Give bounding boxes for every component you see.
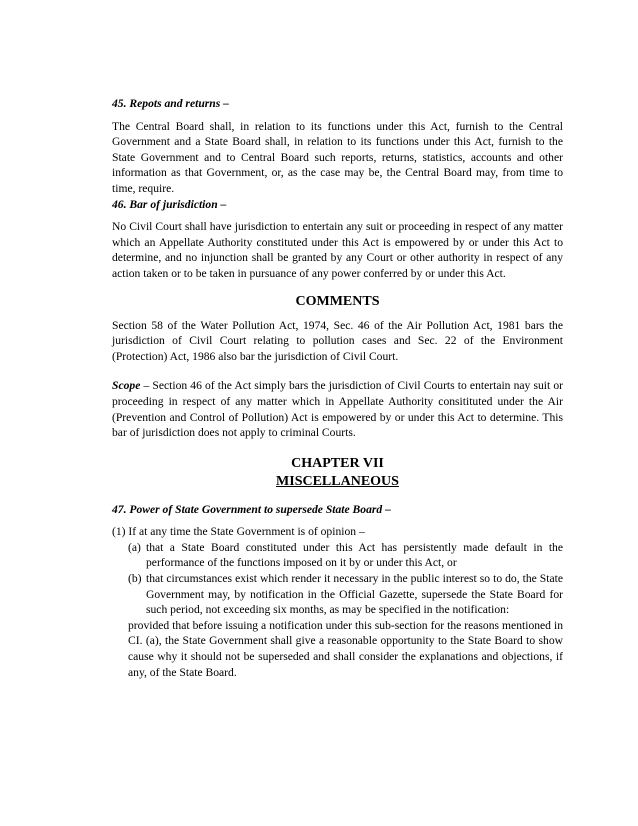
section-45-text: The Central Board shall, in relation to its functions under this Act, furnish to the Central Government and a State Board shall, in relation to its functions under this Act, furnish to the State Government and to Central Board such reports, returns, statistics, accounts and other information as that Government, or, as the case may be, the Central Board may, from time to time, require. <box>112 119 563 195</box>
proviso-text: provided that before issuing a notification under this sub-section for the reasons mentioned in CI. (a), the State Government shall give a reasonable opportunity to the State Board to show cause why it should not be superseded and shall consider the explanations and objections, if any, of the State Board. <box>128 618 563 679</box>
scope-text: – Section 46 of the Act simply bars the jurisdiction of Civil Courts to entertain nay suit or proceeding in respect of any matter which in Appellate Authority consitituted under the Air (Prevention and Control of Pollution) Act is empowered by or under this Act to determine. This bar of jurisdiction does not apply to criminal Courts. <box>112 379 563 440</box>
spacer <box>112 441 563 455</box>
document-page <box>112 96 563 680</box>
spacer <box>112 517 563 524</box>
scope-paragraph <box>112 378 563 440</box>
subclause-a <box>128 540 563 571</box>
chapter-title: CHAPTER VII <box>291 455 384 471</box>
subclause-b-text: that circumstances exist which render it necessary in the public interest so to do, the State Government may, by notification in the Official Gazette, supersede the State Board for such period, not exceeding six months, as may be specified in the notification: <box>146 572 563 617</box>
scope-term: Scope <box>112 379 141 393</box>
section-47-heading: 47. Power of State Government to supersede State Board – <box>112 502 391 516</box>
spacer <box>112 311 563 318</box>
comments-title: COMMENTS <box>295 293 380 309</box>
clause-1: (1) If at any time the State Government is of opinion – <box>112 525 365 539</box>
comments-paragraph: Section 58 of the Water Pollution Act, 1974, Sec. 46 of the Air Pollution Act, 1981 bars the jurisdiction of Civil Court relating to pollution cases and Sec. 22 of the Environment (Protection) Act, 1986 also bar the jurisdiction of Civil Court. <box>112 318 563 363</box>
spacer <box>112 364 563 378</box>
section-46-text: No Civil Court shall have jurisdiction to entertain any suit or proceeding in respect of any matter which an Appellate Authority constituted under this Act is empowered by or under this Act to determine, and no injunction shall be granted by any Court or other authority in respect of any action taken or to be taken in pursuance of any power conferred by or under this Act. <box>112 220 563 280</box>
spacer <box>112 282 563 293</box>
spacer <box>112 212 563 219</box>
subclause-a-marker: (a) <box>128 540 141 554</box>
section-46-heading: 46. Bar of jurisdiction – <box>112 197 227 211</box>
chapter-subtitle: MISCELLANEOUS <box>276 473 399 489</box>
subclause-b-marker: (b) <box>128 572 142 586</box>
spacer <box>112 112 563 119</box>
subclause-b <box>128 571 563 618</box>
section-45-heading: 45. Repots and returns – <box>112 97 229 110</box>
subclause-a-text: that a State Board constituted under this Act has persistently made default in the performance of the functions imposed on it by or under this Act, or <box>146 540 563 570</box>
spacer <box>112 491 563 502</box>
